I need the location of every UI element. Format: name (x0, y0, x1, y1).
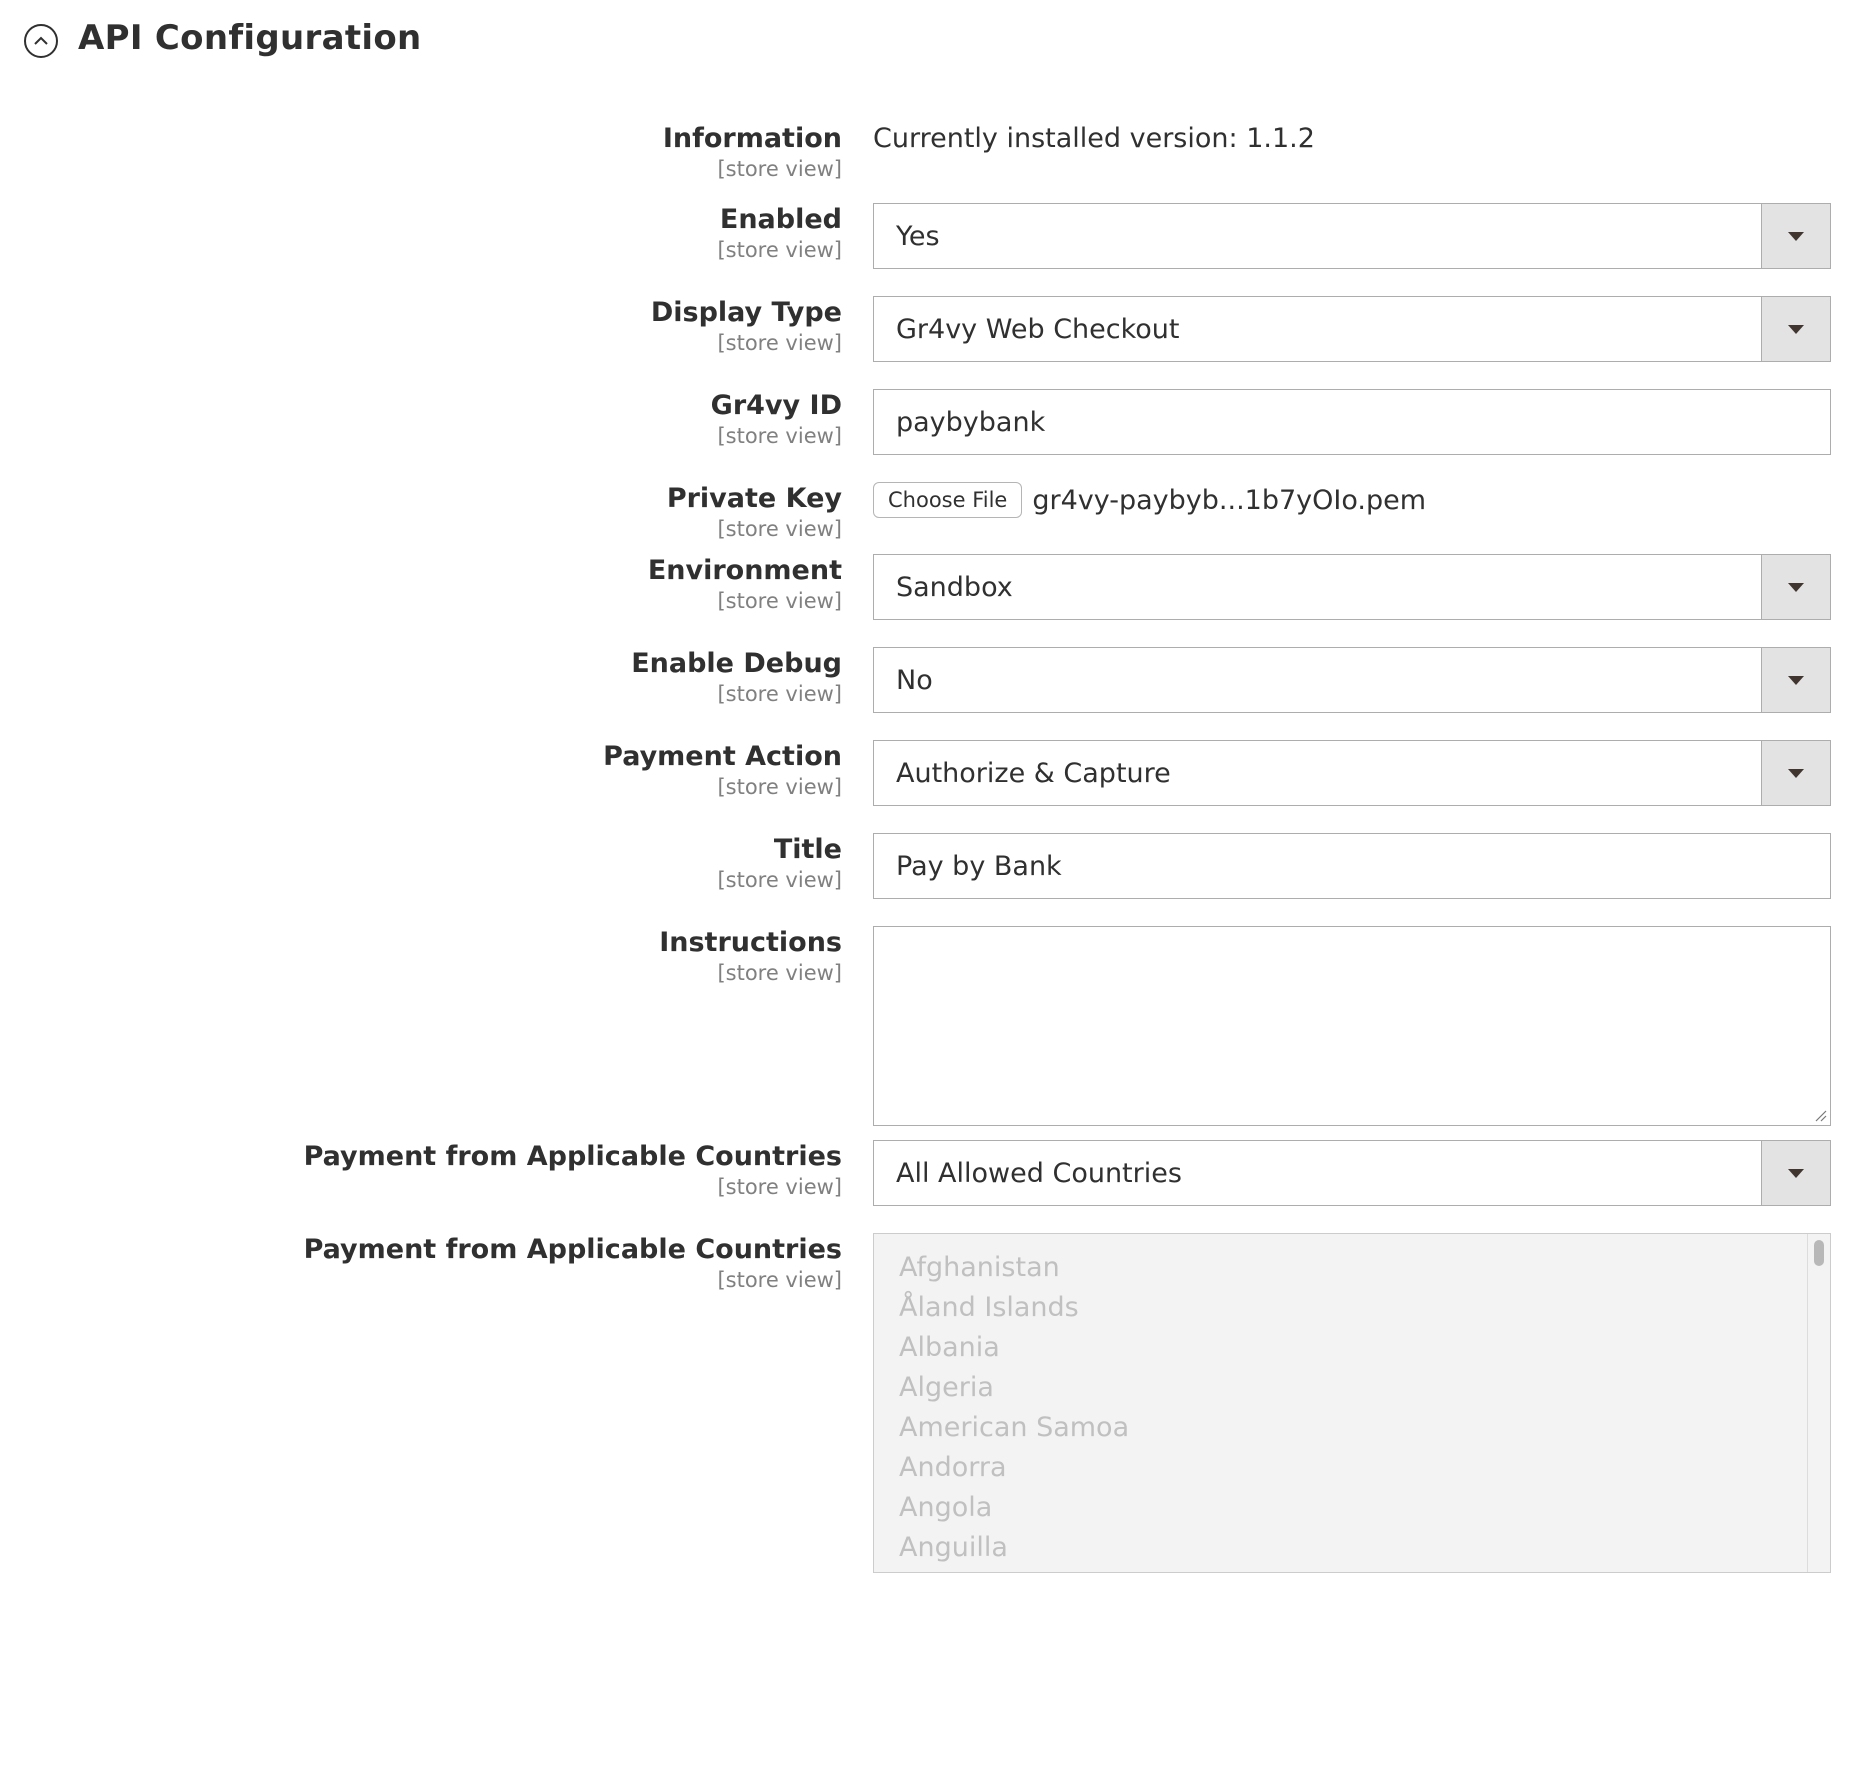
scope-label: [store view] (717, 424, 842, 448)
environment-select[interactable] (873, 554, 1831, 620)
scope-label: [store view] (717, 589, 842, 613)
field-label: Environment (647, 555, 842, 586)
input-value: paybybank (896, 406, 1046, 438)
label-enabled (142, 203, 842, 263)
country-option: American Samoa (899, 1412, 1130, 1443)
dropdown-arrow-icon[interactable] (1761, 648, 1830, 712)
field-label: Enabled (719, 204, 842, 235)
dropdown-arrow-icon[interactable] (1761, 555, 1830, 619)
scope-label: [store view] (717, 331, 842, 355)
field-label: Payment Action (603, 741, 842, 772)
select-value: Yes (896, 220, 940, 252)
label-information (142, 122, 842, 182)
display-type-select[interactable] (873, 296, 1831, 362)
input-value: Pay by Bank (896, 850, 1062, 882)
specificcountry-multiselect (873, 1233, 1831, 1573)
country-option: Afghanistan (899, 1252, 1060, 1283)
select-value: Gr4vy Web Checkout (896, 313, 1180, 345)
scope-label: [store view] (717, 157, 842, 181)
enable-debug-select[interactable] (873, 647, 1831, 713)
private-key-file-input (873, 482, 1831, 518)
country-option: Albania (899, 1332, 1000, 1363)
allowspecific-select[interactable] (873, 1140, 1831, 1206)
field-label: Display Type (650, 297, 842, 328)
scope-label: [store view] (717, 1175, 842, 1199)
label-enable-debug (142, 647, 842, 707)
country-list (874, 1234, 1830, 1568)
field-label: Payment from Applicable Countries (303, 1141, 842, 1172)
field-label: Enable Debug (631, 648, 842, 679)
scope-label: [store view] (717, 517, 842, 541)
enabled-select[interactable] (873, 203, 1831, 269)
country-option: Andorra (899, 1452, 1007, 1483)
information-value (873, 122, 1831, 156)
scope-label: [store view] (717, 682, 842, 706)
selected-file-name: gr4vy-paybyb...1b7yOIo.pem (1032, 484, 1427, 516)
dropdown-arrow-icon[interactable] (1761, 741, 1830, 805)
scope-label: [store view] (717, 1268, 842, 1292)
scrollbar[interactable] (1807, 1234, 1830, 1572)
title-input[interactable] (873, 833, 1831, 899)
field-label: Instructions (659, 927, 842, 958)
label-instructions (142, 926, 842, 986)
resize-grip-icon[interactable] (1813, 1108, 1827, 1122)
label-private-key (142, 482, 842, 542)
country-option: Algeria (899, 1372, 994, 1403)
country-option: Anguilla (899, 1532, 1008, 1563)
label-display-type (142, 296, 842, 356)
version-text: Currently installed version: 1.1.2 (873, 123, 1315, 154)
scope-label: [store view] (717, 775, 842, 799)
label-gr4vy-id (142, 389, 842, 449)
select-value: Authorize & Capture (896, 757, 1171, 789)
field-label: Gr4vy ID (710, 390, 842, 421)
select-value: No (896, 664, 933, 696)
chevron-up-circle-icon[interactable] (24, 24, 58, 58)
dropdown-arrow-icon[interactable] (1761, 1141, 1830, 1205)
select-value: Sandbox (896, 571, 1013, 603)
scrollbar-thumb[interactable] (1814, 1240, 1824, 1266)
field-label: Private Key (666, 483, 842, 514)
scope-label: [store view] (717, 868, 842, 892)
field-label: Information (662, 123, 842, 154)
label-specificcountry (142, 1233, 842, 1293)
select-value: All Allowed Countries (896, 1157, 1182, 1189)
field-label: Payment from Applicable Countries (303, 1234, 842, 1265)
gr4vy-id-input[interactable] (873, 389, 1831, 455)
label-title (142, 833, 842, 893)
label-allowspecific (142, 1140, 842, 1200)
scope-label: [store view] (717, 238, 842, 262)
label-payment-action (142, 740, 842, 800)
field-label: Title (773, 834, 842, 865)
dropdown-arrow-icon[interactable] (1761, 204, 1830, 268)
label-environment (142, 554, 842, 614)
scope-label: [store view] (717, 961, 842, 985)
section-header[interactable] (24, 18, 422, 58)
country-option: Åland Islands (899, 1292, 1079, 1323)
country-option: Angola (899, 1492, 993, 1523)
dropdown-arrow-icon[interactable] (1761, 297, 1830, 361)
choose-file-button[interactable]: Choose File (873, 482, 1022, 518)
instructions-textarea[interactable] (873, 926, 1831, 1126)
payment-action-select[interactable] (873, 740, 1831, 806)
section-title: API Configuration (78, 18, 422, 58)
